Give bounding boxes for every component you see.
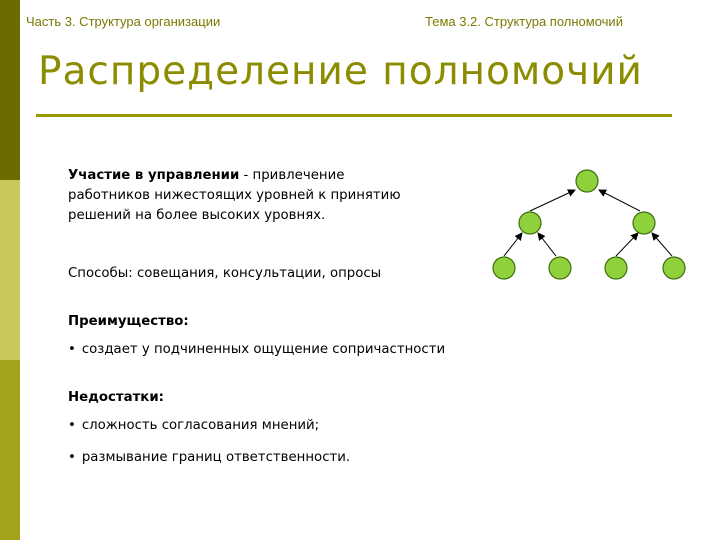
disadvantage-item bbox=[68, 448, 350, 468]
methods-text: Способы: совещания, консультации, опросы bbox=[68, 266, 382, 281]
bullet-icon: • bbox=[68, 418, 76, 433]
arrow-icon bbox=[530, 190, 575, 211]
side-stripe-top bbox=[0, 0, 20, 180]
header-topic: Тема 3.2. Структура полномочий bbox=[425, 14, 623, 29]
page-title: Распределение полномочий bbox=[38, 49, 643, 94]
hierarchy-diagram bbox=[480, 158, 700, 293]
disadvantage-item-text: сложность согласования мнений; bbox=[81, 418, 320, 433]
title-underline bbox=[36, 114, 672, 117]
node-middle bbox=[633, 212, 655, 234]
bullet-icon: • bbox=[68, 450, 76, 465]
side-stripe-bottom bbox=[0, 360, 20, 540]
participation-paragraph bbox=[68, 166, 418, 226]
participation-definition: - привлечение работников нижестоящих уровней к принятию решений на более высоких уровнях. bbox=[68, 168, 401, 223]
arrow-icon bbox=[652, 233, 672, 256]
advantage-item bbox=[68, 340, 445, 360]
arrow-icon bbox=[599, 190, 640, 211]
side-stripe-middle bbox=[0, 180, 20, 360]
bullet-icon: • bbox=[68, 342, 76, 357]
node-middle bbox=[519, 212, 541, 234]
participation-term: Участие в управлении bbox=[68, 168, 240, 183]
arrow-icon bbox=[538, 233, 556, 256]
arrow-icon bbox=[504, 233, 522, 256]
node-bottom bbox=[663, 257, 685, 279]
node-bottom bbox=[605, 257, 627, 279]
disadvantage-item-text: размывание границ ответственности. bbox=[81, 450, 351, 465]
node-top bbox=[576, 170, 598, 192]
advantage-item-text: создает у подчиненных ощущение сопричастности bbox=[81, 342, 446, 357]
disadvantages-heading: Недостатки: bbox=[68, 390, 164, 405]
node-bottom bbox=[549, 257, 571, 279]
arrow-icon bbox=[616, 233, 638, 256]
header-part: Часть 3. Структура организации bbox=[26, 14, 221, 29]
advantage-heading: Преимущество: bbox=[68, 314, 189, 329]
disadvantage-item bbox=[68, 416, 319, 436]
node-bottom bbox=[493, 257, 515, 279]
